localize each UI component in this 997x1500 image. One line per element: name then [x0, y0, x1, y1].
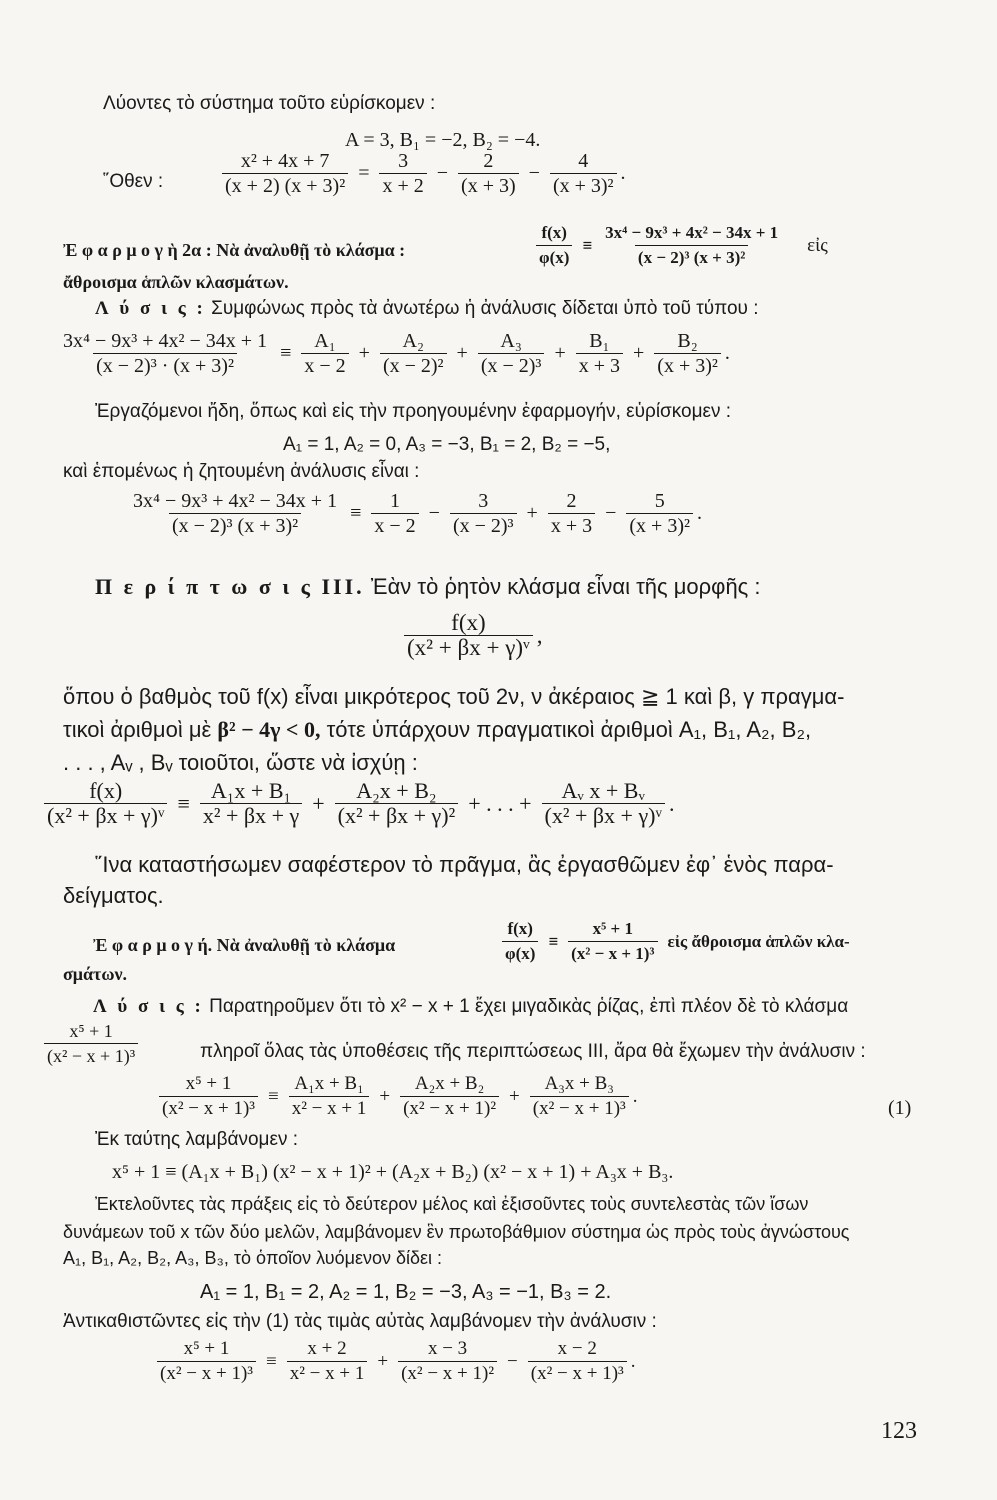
text-line: σμάτων.: [63, 964, 128, 984]
equation-6: $\frac{\text{x⁵ + 1}}{\text{(x² − x + 1)³}}$ ≡ $\frac{\text{A₁x + B₁}}{\text{x² − x + 1}}$ + $\frac{\text{A₂x + B₂}}{\text{(x² − x + 1)²}}$ + $\frac{\text{A₃x + B₃}}{\text{(x² − x + 1)³}}$ .: [155, 1073, 638, 1120]
text-line: A₁, B₁, A₂, B₂, A₃, B₃, τὸ ὁποῖον λυόμενον δίδει :: [63, 1248, 443, 1268]
equation-1: $\frac{\text{x² + 4x + 7}}{\text{(x + 2) (x + 3)²}}$ = $\frac{3}{x + 2}$ − $\frac{2}{(x + 3)}$ − $\frac{4}{\text{(x + 3)²}}$ .: [218, 150, 626, 197]
text-line: Ἐκτελοῦντες τὰς πράξεις εἰς τὸ δεύτερον μέλος καὶ ἐξισοῦντες τοὺς συντελεστὰς τῶν ἴσων: [95, 1194, 809, 1214]
text-line: Ἀντικαθιστῶντες εἰς τὴν (1) τὰς τιμὰς αὐτὰς λαμβάνομεν τὴν ἀνάλυσιν :: [63, 1311, 657, 1332]
paragraph-line: τικοὶ ἀριθμοὶ μὲ β² − 4γ < 0, τότε ὑπάρχουν πραγματικοὶ ἀριθμοὶ A₁, B₁, A₂, B₂,: [63, 717, 812, 742]
text-line: ἄθροισμα ἁπλῶν κλασμάτων.: [63, 272, 289, 292]
solution-values: A₁ = 1, A₂ = 0, A₃ = −3, B₁ = 2, B₂ = −5,: [283, 434, 611, 455]
application-2a-heading: Ἐ φ α ρ μ ο γ ὴ 2α : Νὰ ἀναλυθῇ τὸ κλάσμα :: [63, 240, 406, 260]
equation-8: $\frac{\text{x⁵ + 1}}{\text{(x² − x + 1)³}}$ ≡ $\frac{x + 2}{\text{x² − x + 1}}$ + $\frac{x - 3}{\text{(x² − x + 1)²}}$ − $\frac{x - 2}{\text{(x² − x + 1)³}}$ .: [153, 1338, 636, 1385]
text-line: Ἐκ ταύτης λαμβάνομεν :: [95, 1129, 299, 1150]
text-line: πληροῖ ὅλας τὰς ὑποθέσεις τῆς περιπτώσεως III, ἄρα θὰ ἔχωμεν τὴν ἀνάλυσιν :: [200, 1041, 866, 1062]
text-line: καὶ ἑπομένως ἡ ζητουμένη ἀνάλυσις εἶναι :: [63, 461, 420, 482]
paragraph-line: δείγματος.: [63, 883, 164, 908]
page-number: 123: [881, 1418, 917, 1444]
paragraph-line: ῞Ινα καταστήσωμεν σαφέστερον τὸ πρᾶγμα, ἂς ἐργασθῶμεν ἐφ᾽ ἑνὸς παρα-: [95, 852, 834, 877]
equation-number: (1): [888, 1097, 912, 1119]
equation-3: $\frac{\text{3x⁴ − 9x³ + 4x² − 34x + 1}}{\text{(x − 2)³ (x + 3)²}}$ ≡ $\frac{1}{x - 2}$ − $\frac{3}{\text{(x − 2)³}}$ + $\frac{2}{x + 3}$ − $\frac{5}{\text{(x + 3)²}}$ .: [133, 490, 702, 537]
application-heading: Ἐ φ α ρ μ ο γ ή. Νὰ ἀναλυθῇ τὸ κλάσμα: [93, 935, 396, 955]
text-line: Ἐργαζόμενοι ἤδη, ὅπως καὶ εἰς τὴν προηγουμένην ἐφαρμογήν, εὑρίσκομεν :: [95, 401, 732, 422]
equation-application-2a: $\frac{f(x)}{\varphi(x)}$ ≡ $\frac{\text{3x⁴ − 9x³ + 4x² − 34x + 1}}{\text{(x − 2)³ (x + 3)²}}$ εἰς: [532, 222, 828, 269]
equation-application: $\frac{f(x)}{\varphi(x)}$ ≡ $\frac{\text{x⁵ + 1}}{\text{(x² − x + 1)³}}$ εἰς ἄθροισμα ἁπλῶν κλα-: [498, 918, 850, 965]
inline-fraction: $\frac{\text{x⁵ + 1}}{\text{(x² − x + 1)³}}$: [40, 1020, 142, 1067]
case-III-heading: Π ε ρ ί π τ ω σ ι ς III. Ἐὰν τὸ ῥητὸν κλάσμα εἶναι τῆς μορφῆς :: [95, 574, 761, 599]
label-oothen: ῞Οθεν :: [103, 171, 164, 192]
equation-7: x⁵ + 1 ≡ (A₁x + B₁) (x² − x + 1)² + (A₂x + B₂) (x² − x + 1) + A₃x + B₃.: [112, 1161, 674, 1183]
equation-4: $\frac{f(x)}{\text{(x² + βx + γ)ᵛ}}$ ,: [400, 612, 543, 659]
solution-values: A₁ = 1, B₁ = 2, A₂ = 1, B₂ = −3, A₃ = −1, B₃ = 2.: [200, 1281, 612, 1303]
paragraph-line: ὅπου ὁ βαθμὸς τοῦ f(x) εἶναι μικρότερος τοῦ 2ν, ν ἀκέραιος ≧ 1 καὶ β, γ πραγμα-: [63, 684, 845, 709]
equation-2: $\frac{\text{3x⁴ − 9x³ + 4x² − 34x + 1}}{\text{(x − 2)³ · (x + 3)²}}$ ≡ $\frac{\text{A₁}}{x - 2}$ + $\frac{\text{A₂}}{\text{(x − 2)²}}$ + $\frac{\text{A₃}}{\text{(x − 2)³}}$ + $\frac{\text{B₁}}{x + 3}$ + $\frac{\text{B₂}}{\text{(x + 3)²}}$ .: [63, 330, 730, 377]
lysis-line-1: Λ ύ σ ι ς : Συμφώνως πρὸς τὰ ἀνωτέρω ἡ ἀνάλυσις δίδεται ὑπὸ τοῦ τύπου :: [95, 298, 759, 319]
solution-values: A = 3, B₁ = −2, B₂ = −4.: [345, 129, 541, 151]
lysis-line-2: Λ ύ σ ι ς : Παρατηροῦμεν ὅτι τὸ x² − x + 1 ἔχει μιγαδικὰς ῥίζας, ἐπὶ πλέον δὲ τὸ κλάσμα: [93, 996, 849, 1017]
text-line: Λύοντες τὸ σύστημα τοῦτο εὑρίσκομεν :: [103, 93, 436, 114]
text-line: δυνάμεων τοῦ x τῶν δύο μελῶν, λαμβάνομεν ἓν πρωτοβάθμιον σύστημα ὡς πρὸς τοὺς ἀγνώστους: [63, 1222, 850, 1242]
equation-5: $\frac{f(x)}{\text{(x² + βx + γ)ᵛ}}$ ≡ $\frac{\text{A₁x + B₁}}{\text{x² + βx + γ}}$ + $\frac{\text{A₂x + B₂}}{\text{(x² + βx + γ)²}}$ + . . . + $\frac{\text{Aᵥ x + Bᵥ}}{\text{(x² + βx + γ)ᵛ}}$ .: [40, 780, 674, 827]
paragraph-line: . . . , Aᵥ , Bᵥ τοιοῦτοι, ὥστε νὰ ἰσχύῃ :: [63, 750, 418, 775]
